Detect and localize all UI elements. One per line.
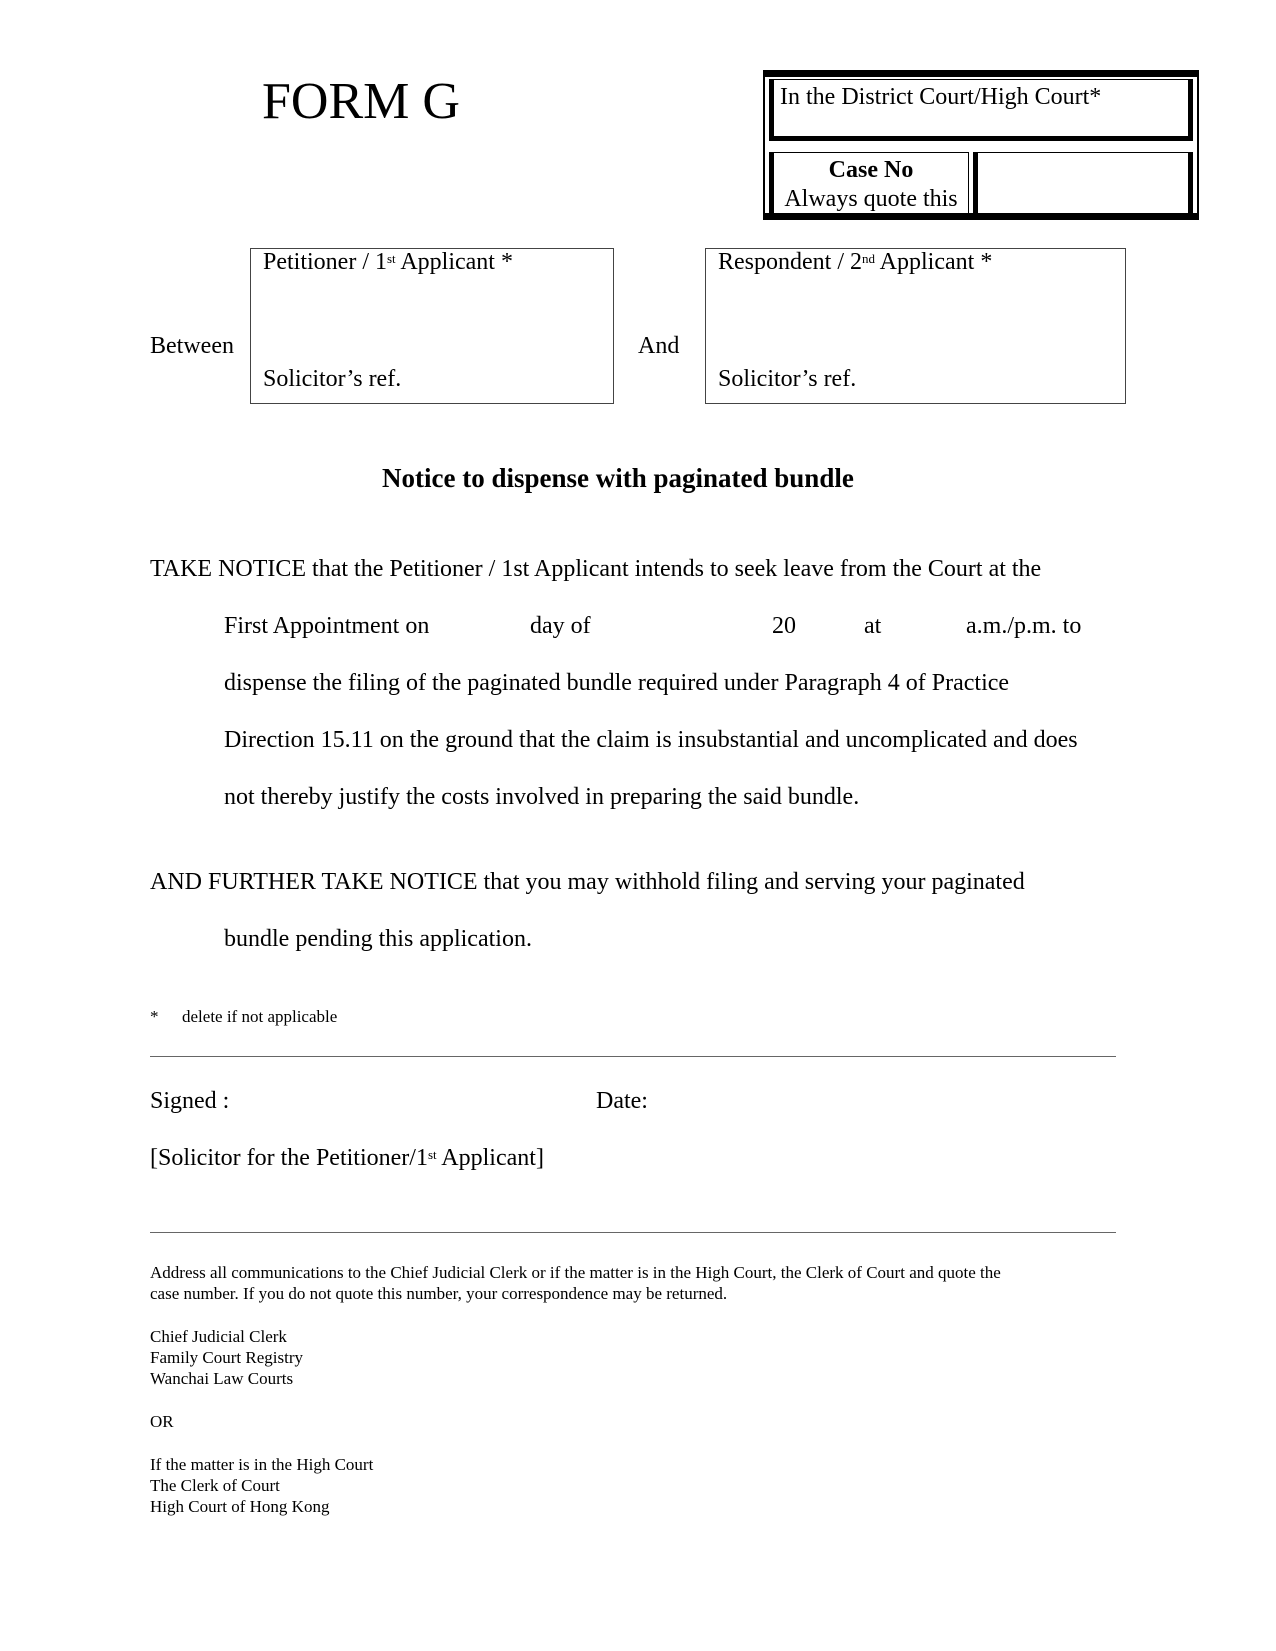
petitioner-box[interactable] [250,248,614,404]
respondent-box[interactable] [705,248,1126,404]
notice-heading: Notice to dispense with paginated bundle [382,463,854,493]
court-label: In the District Court/High Court* [780,84,1102,110]
further-notice-line-2: bundle pending this application. [224,926,532,952]
year-prefix: 20 [772,613,796,639]
family-address-line: Chief Judicial Clerk [150,1327,287,1346]
petitioner-title-text: Petitioner / 1 [263,249,387,275]
solicitor-signature-caption [150,1145,544,1172]
family-address-line: Wanchai Law Courts [150,1369,294,1388]
court-header-box [763,70,1199,220]
respondent-solicitor-ref: Solicitor’s ref. [718,366,857,392]
solicitor-caption-sup: st [427,1147,437,1162]
notice-line-3: dispense the filing of the paginated bundle required under Paragraph 4 of Practice [224,670,1010,696]
signed-label: Signed : [150,1088,230,1114]
notice-line-4: Direction 15.11 on the ground that the claim is insubstantial and uncomplicated and does [224,727,1078,753]
notice-line-1: TAKE NOTICE that the Petitioner / 1st Applicant intends to seek leave from the Court at the [150,556,1042,582]
at-label: at [864,613,882,639]
high-court-address-line: High Court of Hong Kong [150,1497,330,1516]
date-label: Date: [596,1088,648,1114]
petitioner-title-sup: st [386,251,396,266]
respondent-title-text: Respondent / 2 [718,249,862,275]
day-of-label: day of [530,613,591,639]
or-label: OR [150,1412,174,1431]
divider-top [150,1056,1116,1057]
respondent-title-suffix: Applicant * [875,249,993,275]
respondent-title-sup: nd [862,251,875,266]
case-no-field[interactable] [973,152,1193,216]
case-no-label-cell [769,152,969,216]
address-intro-line-2: case number. If you do not quote this number, your correspondence may be returned. [150,1284,728,1303]
case-no-hint: Always quote this [784,186,958,212]
high-court-address-line: If the matter is in the High Court [150,1455,374,1474]
high-court-address-line: The Clerk of Court [150,1476,280,1495]
case-no-label: Case No [828,157,914,183]
ampm-label: a.m./p.m. to [966,613,1082,639]
solicitor-caption-suffix: Applicant] [436,1145,544,1171]
footnote-marker: * [150,1007,159,1026]
first-appointment-label: First Appointment on [224,613,430,639]
divider-bottom [150,1232,1116,1233]
court-row [769,79,1193,141]
address-intro-line-1: Address all communications to the Chief Judicial Clerk or if the matter is in the High Court, the Clerk of Court and quote the [150,1263,1001,1282]
and-label: And [638,333,680,359]
family-address-line: Family Court Registry [150,1348,303,1367]
notice-line-5: not thereby justify the costs involved in preparing the said bundle. [224,784,860,810]
petitioner-title-suffix: Applicant * [395,249,513,275]
footnote-text: delete if not applicable [182,1007,338,1026]
further-notice-line-1: AND FURTHER TAKE NOTICE that you may withhold filing and serving your paginated [150,869,1025,895]
form-title: FORM G [262,73,460,130]
respondent-title [718,249,992,276]
solicitor-caption-text: [Solicitor for the Petitioner/1 [150,1145,428,1171]
petitioner-solicitor-ref: Solicitor’s ref. [263,366,402,392]
between-label: Between [150,333,234,359]
petitioner-title [263,249,513,276]
